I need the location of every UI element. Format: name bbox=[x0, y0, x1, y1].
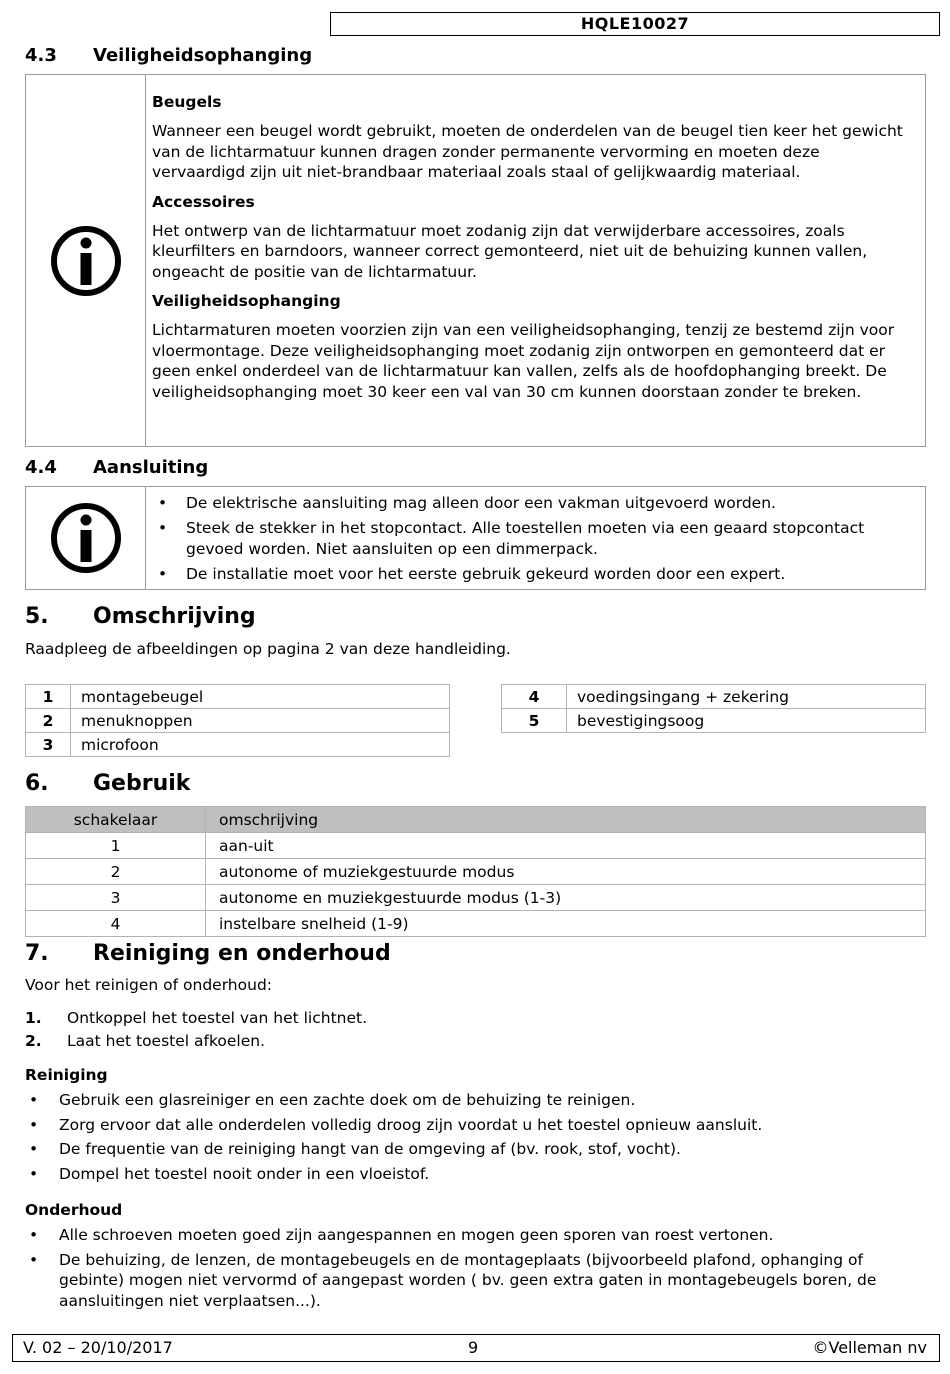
part-label: montagebeugel bbox=[71, 685, 450, 709]
list-item: • De frequentie van de reiniging hangt van de omgeving af (bv. rook, stof, vocht). bbox=[25, 1139, 925, 1160]
section-title: Veiligheidsophanging bbox=[93, 45, 313, 66]
info-icon-cell bbox=[26, 487, 146, 589]
list-item: • Steek de stekker in het stopcontact. Alle toestellen moeten via een geaard stopcontact gevoed worden. Niet aansluiten op een dimmerpack. bbox=[152, 518, 917, 560]
part-number: 5 bbox=[502, 709, 567, 733]
subheading-veiligheidsophanging: Veiligheidsophanging bbox=[152, 292, 341, 310]
section-number: 6. bbox=[25, 771, 49, 796]
section-title: Omschrijving bbox=[93, 604, 256, 629]
table-row bbox=[502, 685, 926, 709]
section-number: 4.4 bbox=[25, 457, 57, 478]
subheading-accessoires: Accessoires bbox=[152, 192, 255, 211]
part-label: voedingsingang + zekering bbox=[567, 685, 926, 709]
parts-table-right bbox=[501, 684, 926, 733]
paragraph-accessoires: Het ontwerp van de lichtarmatuur moet zodanig zijn dat verwijderbare accessoires, zoals kleurfilters en barndoors, wanneer correct gemonteerd, niet uit de behuizing kunnen vallen, ongeacht de positie van de lichtarmatuur. bbox=[152, 221, 868, 281]
table-row bbox=[26, 911, 926, 937]
section-number: 5. bbox=[25, 604, 49, 629]
column-header: omschrijving bbox=[206, 807, 926, 833]
section-title: Gebruik bbox=[93, 771, 191, 796]
bullet-list bbox=[146, 487, 925, 589]
section-title: Aansluiting bbox=[93, 457, 209, 478]
list-item: • Alle schroeven moeten goed zijn aangespannen en mogen geen sporen van roest vertonen. bbox=[25, 1225, 925, 1246]
page-footer bbox=[12, 1334, 940, 1362]
intro-text: Raadpleeg de afbeeldingen op pagina 2 van deze handleiding. bbox=[25, 640, 511, 658]
table-cell: 4 bbox=[26, 911, 206, 937]
subheading-onderhoud: Onderhoud bbox=[25, 1201, 123, 1219]
info-icon-cell bbox=[26, 75, 146, 446]
subheading-reiniging: Reiniging bbox=[25, 1066, 108, 1084]
table-row bbox=[502, 709, 926, 733]
part-label: microfoon bbox=[71, 733, 450, 757]
list-item bbox=[25, 1030, 925, 1053]
column-header: schakelaar bbox=[26, 807, 206, 833]
part-number: 1 bbox=[26, 685, 71, 709]
table-row bbox=[26, 685, 450, 709]
section-heading-4-3 bbox=[25, 45, 312, 66]
paragraph-beugels: Wanneer een beugel wordt gebruikt, moeten de onderdelen van de beugel tien keer het gewicht van de lichtarmatuur kunnen dragen zonder permanente vervorming en moeten deze vervaardigd zijn uit niet-brandbaar materiaal zoals staal of gelijkwaardig materiaal. bbox=[152, 122, 903, 181]
safety-text bbox=[146, 75, 925, 446]
step-text: Ontkoppel het toestel van het lichtnet. bbox=[67, 1009, 368, 1027]
table-row bbox=[26, 885, 926, 911]
copyright: ©Velleman nv bbox=[812, 1338, 927, 1357]
table-row bbox=[26, 859, 926, 885]
part-number: 2 bbox=[26, 709, 71, 733]
table-row bbox=[26, 733, 450, 757]
list-item bbox=[25, 1007, 925, 1030]
safety-box-4-4 bbox=[25, 486, 926, 590]
intro-text: Voor het reinigen of onderhoud: bbox=[25, 976, 273, 994]
maintenance-list bbox=[25, 1225, 925, 1311]
list-item: • De elektrische aansluiting mag alleen door een vakman uitgevoerd worden. bbox=[152, 493, 917, 514]
table-cell: autonome en muziekgestuurde modus (1-3) bbox=[206, 885, 926, 911]
info-icon bbox=[50, 502, 122, 574]
paragraph-veiligheidsophanging: Lichtarmaturen moeten voorzien zijn van een veiligheidsophanging, tenzij ze bestemd zijn voor vloermontage. Deze veiligheidsophanging moet zodanig zijn ontworpen en gemonteerd dat er geen enkel onderdeel van de lichtarmatuur kan vallen, zelfs als de hoofdophanging breekt. De veiligheidsophanging moet 30 keer een val van 30 cm kunnen doorstaan zonder te breken. bbox=[152, 321, 895, 401]
list-item: • Zorg ervoor dat alle onderdelen volledig droog zijn voordat u het toestel opnieuw aansluit. bbox=[25, 1115, 925, 1136]
step-text: Laat het toestel afkoelen. bbox=[67, 1032, 266, 1050]
safety-box-4-3 bbox=[25, 74, 926, 447]
cleaning-list bbox=[25, 1090, 925, 1184]
numbered-steps bbox=[25, 1007, 925, 1053]
section-heading-5 bbox=[25, 604, 256, 629]
version-date: V. 02 – 20/10/2017 bbox=[23, 1338, 173, 1357]
step-number: 1. bbox=[25, 1009, 42, 1027]
list-item: • Gebruik een glasreiniger en een zachte doek om de behuizing te reinigen. bbox=[25, 1090, 925, 1111]
subheading-beugels: Beugels bbox=[152, 93, 222, 111]
table-row bbox=[26, 833, 926, 859]
info-icon bbox=[50, 225, 122, 297]
step-number: 2. bbox=[25, 1032, 42, 1050]
section-heading-6 bbox=[25, 771, 190, 796]
section-heading-7 bbox=[25, 941, 391, 966]
table-cell: autonome of muziekgestuurde modus bbox=[206, 859, 926, 885]
section-title: Reiniging en onderhoud bbox=[93, 941, 391, 966]
list-item: • De installatie moet voor het eerste gebruik gekeurd worden door een expert. bbox=[152, 564, 917, 585]
table-cell: 1 bbox=[26, 833, 206, 859]
table-cell: 2 bbox=[26, 859, 206, 885]
page-number: 9 bbox=[468, 1338, 479, 1357]
table-cell: aan-uit bbox=[206, 833, 926, 859]
list-item: • Dompel het toestel nooit onder in een vloeistof. bbox=[25, 1164, 925, 1185]
table-header-row bbox=[26, 807, 926, 833]
table-row bbox=[26, 709, 450, 733]
part-number: 4 bbox=[502, 685, 567, 709]
section-heading-4-4 bbox=[25, 457, 208, 478]
table-cell: 3 bbox=[26, 885, 206, 911]
document-code: HQLE10027 bbox=[330, 12, 940, 36]
switch-table bbox=[25, 806, 926, 937]
section-number: 7. bbox=[25, 941, 49, 966]
part-number: 3 bbox=[26, 733, 71, 757]
table-cell: instelbare snelheid (1-9) bbox=[206, 911, 926, 937]
list-item: • De behuizing, de lenzen, de montagebeugels en de montageplaats (bijvoorbeeld plafond, ophanging of gebinte) mogen niet vervormd of aangepast worden ( bv. geen extra gaten in montagebeugels boren, de aansluitingen niet verplaatsen...). bbox=[25, 1250, 925, 1312]
parts-table-left bbox=[25, 684, 450, 757]
part-label: bevestigingsoog bbox=[567, 709, 926, 733]
part-label: menuknoppen bbox=[71, 709, 450, 733]
section-number: 4.3 bbox=[25, 45, 57, 66]
